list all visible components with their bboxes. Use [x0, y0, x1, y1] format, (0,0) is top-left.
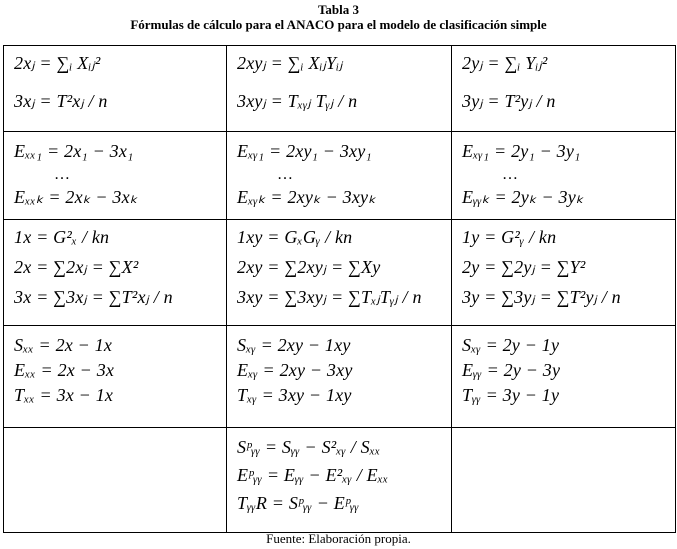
table-title: Fórmulas de cálculo para el ANACO para el modelo de clasificación simple	[130, 17, 547, 32]
formula: 2xⱼ = ∑ᵢ Xᵢⱼ²	[14, 53, 101, 73]
table-number: Tabla 3	[317, 2, 360, 17]
formula: 2xy = ∑2xyⱼ = ∑Xy	[237, 257, 381, 277]
table-cell	[227, 46, 452, 132]
table-cell	[452, 132, 676, 220]
formula: Eₓᵧ = 2xy − 3xy	[237, 360, 353, 380]
formula: Eᵧᵧₖ = 2yₖ − 3yₖ	[462, 187, 584, 207]
table-cell	[452, 326, 676, 428]
table-cell	[4, 132, 227, 220]
table-cell	[452, 220, 676, 326]
table-cell	[4, 220, 227, 326]
table-cell	[227, 326, 452, 428]
formula: 1y = G²ᵧ / kn	[462, 227, 557, 247]
source-note: Fuente: Elaboración propia.	[266, 531, 411, 546]
formula: 3x = ∑3xⱼ = ∑T²xⱼ / n	[14, 287, 173, 307]
formula-table	[3, 45, 676, 533]
formula: Tₓₓ = 3x − 1x	[14, 385, 114, 405]
table-cell	[227, 132, 452, 220]
table-cell-empty	[452, 428, 676, 533]
formula: 2xyⱼ = ∑ᵢ XᵢⱼYᵢⱼ	[237, 53, 343, 73]
formula: Eₓₓₖ = 2xₖ − 3xₖ	[14, 187, 138, 207]
formula: 2x = ∑2xⱼ = ∑X²	[14, 257, 139, 277]
table-row	[4, 220, 676, 326]
table-cell	[227, 220, 452, 326]
table-cell	[4, 326, 227, 428]
table-row	[4, 428, 676, 533]
formula: TᵧᵧR = Sᵖᵧᵧ − Eᵖᵧᵧ	[237, 493, 359, 513]
table-row	[4, 326, 676, 428]
table-cell-empty	[4, 428, 227, 533]
formula: Eₓᵧₖ = 2xyₖ − 3xyₖ	[237, 187, 377, 207]
formula: Eₓₓ = 2x − 3x	[14, 360, 115, 380]
formula: Eₓₓ₁ = 2x₁ − 3x₁	[14, 141, 134, 161]
table-cell	[4, 46, 227, 132]
formula: Sₓₓ = 2x − 1x	[14, 335, 113, 355]
formula: Eᵖᵧᵧ = Eᵧᵧ − E²ₓᵧ / Eₓₓ	[237, 465, 389, 485]
formula: 3yⱼ = T²yⱼ / n	[462, 91, 556, 111]
ellipsis: …	[54, 166, 70, 183]
formula: 3y = ∑3yⱼ = ∑T²yⱼ / n	[462, 287, 621, 307]
formula: Sₓᵧ = 2xy − 1xy	[237, 335, 351, 355]
table-row	[4, 46, 676, 132]
table-row	[4, 132, 676, 220]
formula: Eₓᵧ₁ = 2xy₁ − 3xy₁	[237, 141, 372, 161]
formula: 1x = G²ₓ / kn	[14, 227, 110, 247]
formula: Eᵧᵧ = 2y − 3y	[462, 360, 561, 380]
formula: 3xⱼ = T²xⱼ / n	[14, 91, 108, 111]
formula: Tᵧᵧ = 3y − 1y	[462, 385, 560, 405]
table-cell	[452, 46, 676, 132]
ellipsis: …	[502, 166, 518, 183]
formula: Tₓᵧ = 3xy − 1xy	[237, 385, 352, 405]
formula: 2y = ∑2yⱼ = ∑Y²	[462, 257, 586, 277]
ellipsis: …	[277, 166, 293, 183]
formula: 3xyⱼ = Tₓᵧⱼ Tᵧⱼ / n	[237, 91, 358, 111]
formula: 2yⱼ = ∑ᵢ Yᵢⱼ²	[462, 53, 548, 73]
formula: Sᵖᵧᵧ = Sᵧᵧ − S²ₓᵧ / Sₓₓ	[237, 437, 381, 457]
formula: Eₓᵧ₁ = 2y₁ − 3y₁	[462, 141, 581, 161]
formula: 3xy = ∑3xyⱼ = ∑TₓⱼTᵧⱼ / n	[237, 287, 422, 307]
formula: 1xy = GₓGᵧ / kn	[237, 227, 353, 247]
formula: Sₓᵧ = 2y − 1y	[462, 335, 560, 355]
table-cell	[227, 428, 452, 533]
